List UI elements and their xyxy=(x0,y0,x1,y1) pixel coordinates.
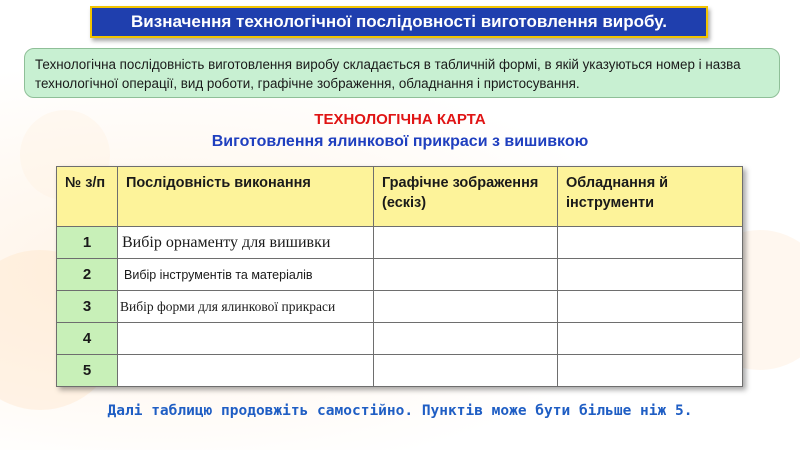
row-graphic-cell[interactable] xyxy=(374,355,558,387)
row-number: 1 xyxy=(57,227,118,259)
row-graphic-cell[interactable] xyxy=(374,323,558,355)
header-number: № з/п xyxy=(57,167,118,227)
row-tools-cell[interactable] xyxy=(558,259,743,291)
row-tools-cell[interactable] xyxy=(558,227,743,259)
row-step[interactable] xyxy=(118,323,374,355)
row-tools-cell[interactable] xyxy=(558,323,743,355)
row-graphic-cell[interactable] xyxy=(374,291,558,323)
row-number: 3 xyxy=(57,291,118,323)
technology-card-table xyxy=(56,166,743,387)
row-step[interactable]: Вибір форми для ялинкової прикраси xyxy=(118,291,374,323)
table-header-row xyxy=(57,167,743,227)
card-title: ТЕХНОЛОГІЧНА КАРТА xyxy=(314,111,486,128)
footer-note: Далі таблицю продовжіть самостійно. Пунктів може бути більше ніж 5. xyxy=(107,403,693,419)
row-number: 4 xyxy=(57,323,118,355)
row-step[interactable]: Вибір інструментів та матеріалів xyxy=(118,259,374,291)
description-box: Технологічна послідовність виготовлення виробу складається в табличній формі, в якій указуються номер і назва технологічної операції, вид роботи, графічне зображення, обладнання і пристосування. xyxy=(24,48,780,98)
header-sequence: Послідовність виконання xyxy=(118,167,374,227)
header-graphic: Графічне зображення (ескіз) xyxy=(374,167,558,227)
table-row xyxy=(57,227,743,259)
row-graphic-cell[interactable] xyxy=(374,259,558,291)
row-graphic-cell[interactable] xyxy=(374,227,558,259)
row-step[interactable] xyxy=(118,355,374,387)
row-step[interactable]: Вибір орнаменту для вишивки xyxy=(118,227,374,259)
table-row xyxy=(57,259,743,291)
row-number: 2 xyxy=(57,259,118,291)
table-row xyxy=(57,291,743,323)
header-tools: Обладнання й інструменти xyxy=(558,167,743,227)
row-tools-cell[interactable] xyxy=(558,355,743,387)
slide-title: Визначення технологічної послідовності виготовлення виробу. xyxy=(90,6,708,38)
table-row xyxy=(57,323,743,355)
row-tools-cell[interactable] xyxy=(558,291,743,323)
table-row xyxy=(57,355,743,387)
row-number: 5 xyxy=(57,355,118,387)
card-subtitle: Виготовлення ялинкової прикраси з вишивкою xyxy=(211,133,589,150)
